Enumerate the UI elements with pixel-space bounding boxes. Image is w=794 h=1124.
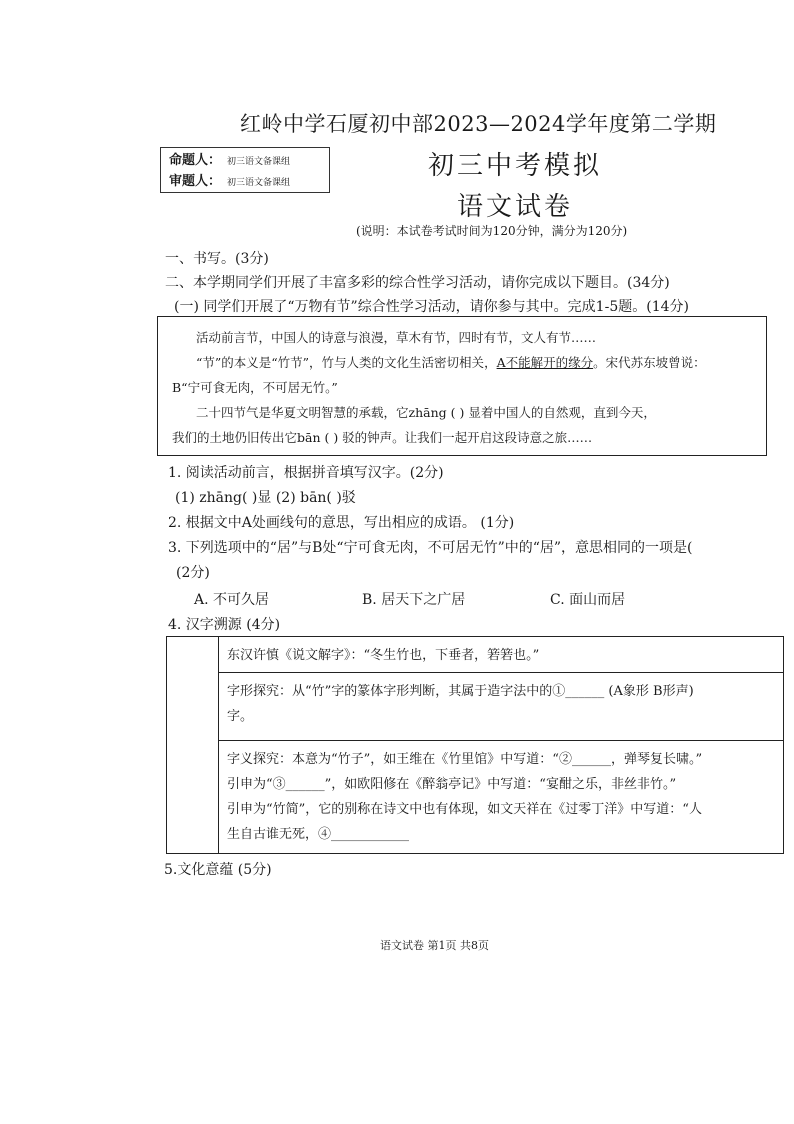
- exam-note: (说明：本试卷考试时间为120分钟，满分为120分): [356, 224, 628, 238]
- passage-line: 二十四节气是华夏文明智慧的承载，它zhāng ( ) 显着中国人的自然观，直到今天，: [196, 405, 656, 420]
- etymology-table: [166, 636, 784, 854]
- author-name: 初三语文备课组: [227, 157, 291, 167]
- author-label: 命题人：: [169, 153, 222, 168]
- question-3-score: (2分): [176, 565, 210, 581]
- question-1: 1. 阅读活动前言，根据拼音填写汉字。(2分): [168, 465, 444, 481]
- question-3: 3. 下列选项中的“居”与B处“宁可食无肉，不可居无竹”中的“居”，意思相同的一项是(: [168, 540, 693, 556]
- reviewer-line: [169, 172, 321, 193]
- question-3-option-a: A. 不可久居: [194, 592, 270, 608]
- table-row-text: 引申为“③______”，如欧阳修在《醉翁亭记》中写道：“宴酣之乐，非丝非竹。”: [227, 777, 677, 792]
- exam-title: 初三中考模拟: [428, 151, 603, 181]
- passage-line: [172, 350, 754, 375]
- underlined-phrase-a: A不能解开的缘分: [496, 355, 594, 370]
- table-left-cell: [167, 637, 219, 853]
- table-row: [219, 637, 783, 673]
- author-box: [160, 147, 330, 193]
- section-2-1-heading: (一) 同学们开展了“万物有节”综合性学习活动，请你参与其中。完成1-5题。(14分): [174, 299, 689, 315]
- passage-text: “节”的本义是“竹节”，竹与人类的文化生活密切相关，: [196, 355, 497, 370]
- author-line: [169, 151, 321, 172]
- page-footer: 语文试卷 第1页 共8页: [380, 939, 489, 952]
- passage-line: 我们的土地仍旧传出它bān ( ) 驳的钟声。让我们一起开启这段诗意之旅……: [172, 430, 593, 445]
- table-row: [219, 741, 783, 855]
- passage-text: 。宋代苏东坡曾说：: [593, 355, 706, 370]
- table-row-text: 字。: [227, 709, 254, 724]
- question-2: 2. 根据文中A处画线句的意思，写出相应的成语。 (1分): [168, 515, 515, 531]
- section-1-heading: 一、书写。(3分): [165, 251, 269, 267]
- table-row-text: 字形探究：从“竹”字的篆体字形判断，其属于造字法中的①______ (A象形 B形声): [227, 684, 694, 699]
- table-row-text: 引申为“竹简”，它的别称在诗文中也有体现，如文天祥在《过零丁洋》中写道：“人: [227, 802, 702, 817]
- passage-line: B“宁可食无肉，不可居无竹。”: [172, 380, 338, 395]
- question-1-options: (1) zhāng( )显 (2) bān( )驳: [175, 490, 356, 506]
- passage-line: 活动前言节，中国人的诗意与浪漫，草木有节，四时有节，文人有节……: [196, 330, 597, 345]
- exam-subtitle: 语文试卷: [457, 192, 574, 222]
- table-row: [219, 673, 783, 741]
- table-row-text: 东汉许慎《说文解字》：“冬生竹也，下垂者，箬箬也。”: [227, 648, 540, 663]
- table-row-text: 字义探究：本意为“竹子”，如王维在《竹里馆》中写道：“②______，弹琴复长啸。”: [227, 752, 703, 767]
- question-3-option-b: B. 居天下之广居: [362, 592, 466, 608]
- question-4: 4. 汉字溯源 (4分): [168, 617, 281, 633]
- school-title: 红岭中学石厦初中部2023—2024学年度第二学期: [240, 112, 717, 136]
- table-row-text: 生自古谁无死，④____________: [227, 827, 410, 842]
- reviewer-name: 初三语文备课组: [227, 178, 291, 188]
- reviewer-label: 审题人：: [169, 174, 222, 189]
- question-5: 5.文化意蕴 (5分): [164, 862, 272, 878]
- passage-box: [157, 316, 767, 456]
- question-3-option-c: C. 面山而居: [550, 592, 626, 608]
- section-2-heading: 二、本学期同学们开展了丰富多彩的综合性学习活动，请你完成以下题目。(34分): [165, 275, 670, 291]
